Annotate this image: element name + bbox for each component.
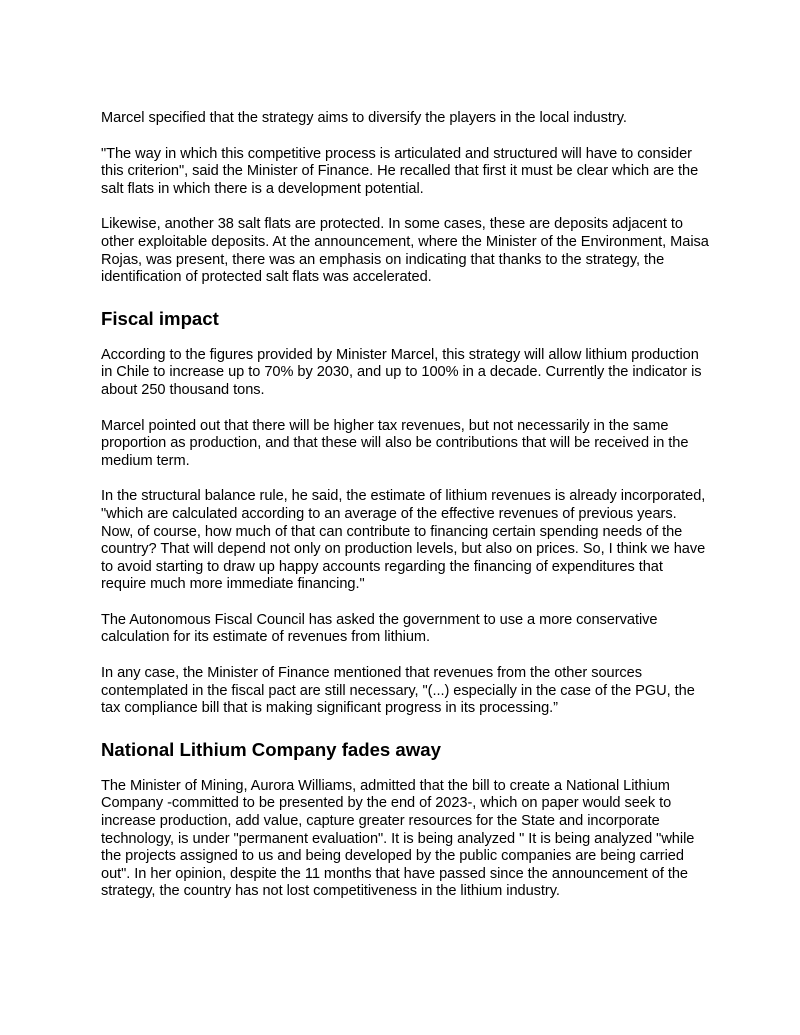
paragraph-fiscal-4: The Autonomous Fiscal Council has asked the government to use a more conservative calculation for its estimate of revenues from lithium. [101,611,658,646]
paragraph-intro-3: Likewise, another 38 salt flats are protected. In some cases, these are deposits adjacent to other exploitable deposits. At the announcement, where the Minister of the Environment, Maisa Rojas, was present, there was an emphasis on indicating that thanks to the strategy, the identification of protected salt flats was accelerated. [101,216,709,286]
paragraph-fiscal-2: Marcel pointed out that there will be higher tax revenues, but not necessarily in the same proportion as production, and that these will also be contributions that will be received in the medium term. [101,417,689,469]
paragraph-fiscal-3: In the structural balance rule, he said, the estimate of lithium revenues is already incorporated, "which are calculated according to an average of the effective revenues of previous years. Now, of course, how much of that can contribute to financing certain spending needs of the country? That will depend not only on production levels, but also on prices. So, I think we have to avoid starting to draw up happy accounts regarding the financing of expenditures that require much more immediate financing." [101,488,706,593]
paragraph-fiscal-1: According to the figures provided by Minister Marcel, this strategy will allow lithium production in Chile to increase up to 70% by 2030, and up to 100% in a decade. Currently the indicator is about 250 thousand tons. [101,346,702,398]
heading-national-lithium-company: National Lithium Company fades away [101,738,441,760]
paragraph-company-1: The Minister of Mining, Aurora Williams, admitted that the bill to create a National Lithium Company -committed to be presented by the end of 2023-, which on paper would seek to increase production, add value, capture greater resources for the State and incorporate technology, is under "permanent evaluation". It is being analyzed " It is being analyzed "while the projects assigned to us and being developed by the public companies are being carried out". In her opinion, despite the 11 months that have passed since the announcement of the strategy, the country has not lost competitiveness in the lithium industry. [101,777,695,900]
paragraph-intro-1: Marcel specified that the strategy aims to diversify the players in the local industry. [101,110,627,126]
document-page [101,110,711,919]
paragraph-fiscal-5: In any case, the Minister of Finance mentioned that revenues from the other sources contemplated in the fiscal pact are still necessary, "(...) especially in the case of the PGU, the tax compliance bill that is making significant progress in its processing.” [101,665,695,717]
heading-fiscal-impact: Fiscal impact [101,307,219,329]
paragraph-intro-2: "The way in which this competitive process is articulated and structured will have to consider this criterion", said the Minister of Finance. He recalled that first it must be clear which are the salt flats in which there is a development potential. [101,145,699,197]
